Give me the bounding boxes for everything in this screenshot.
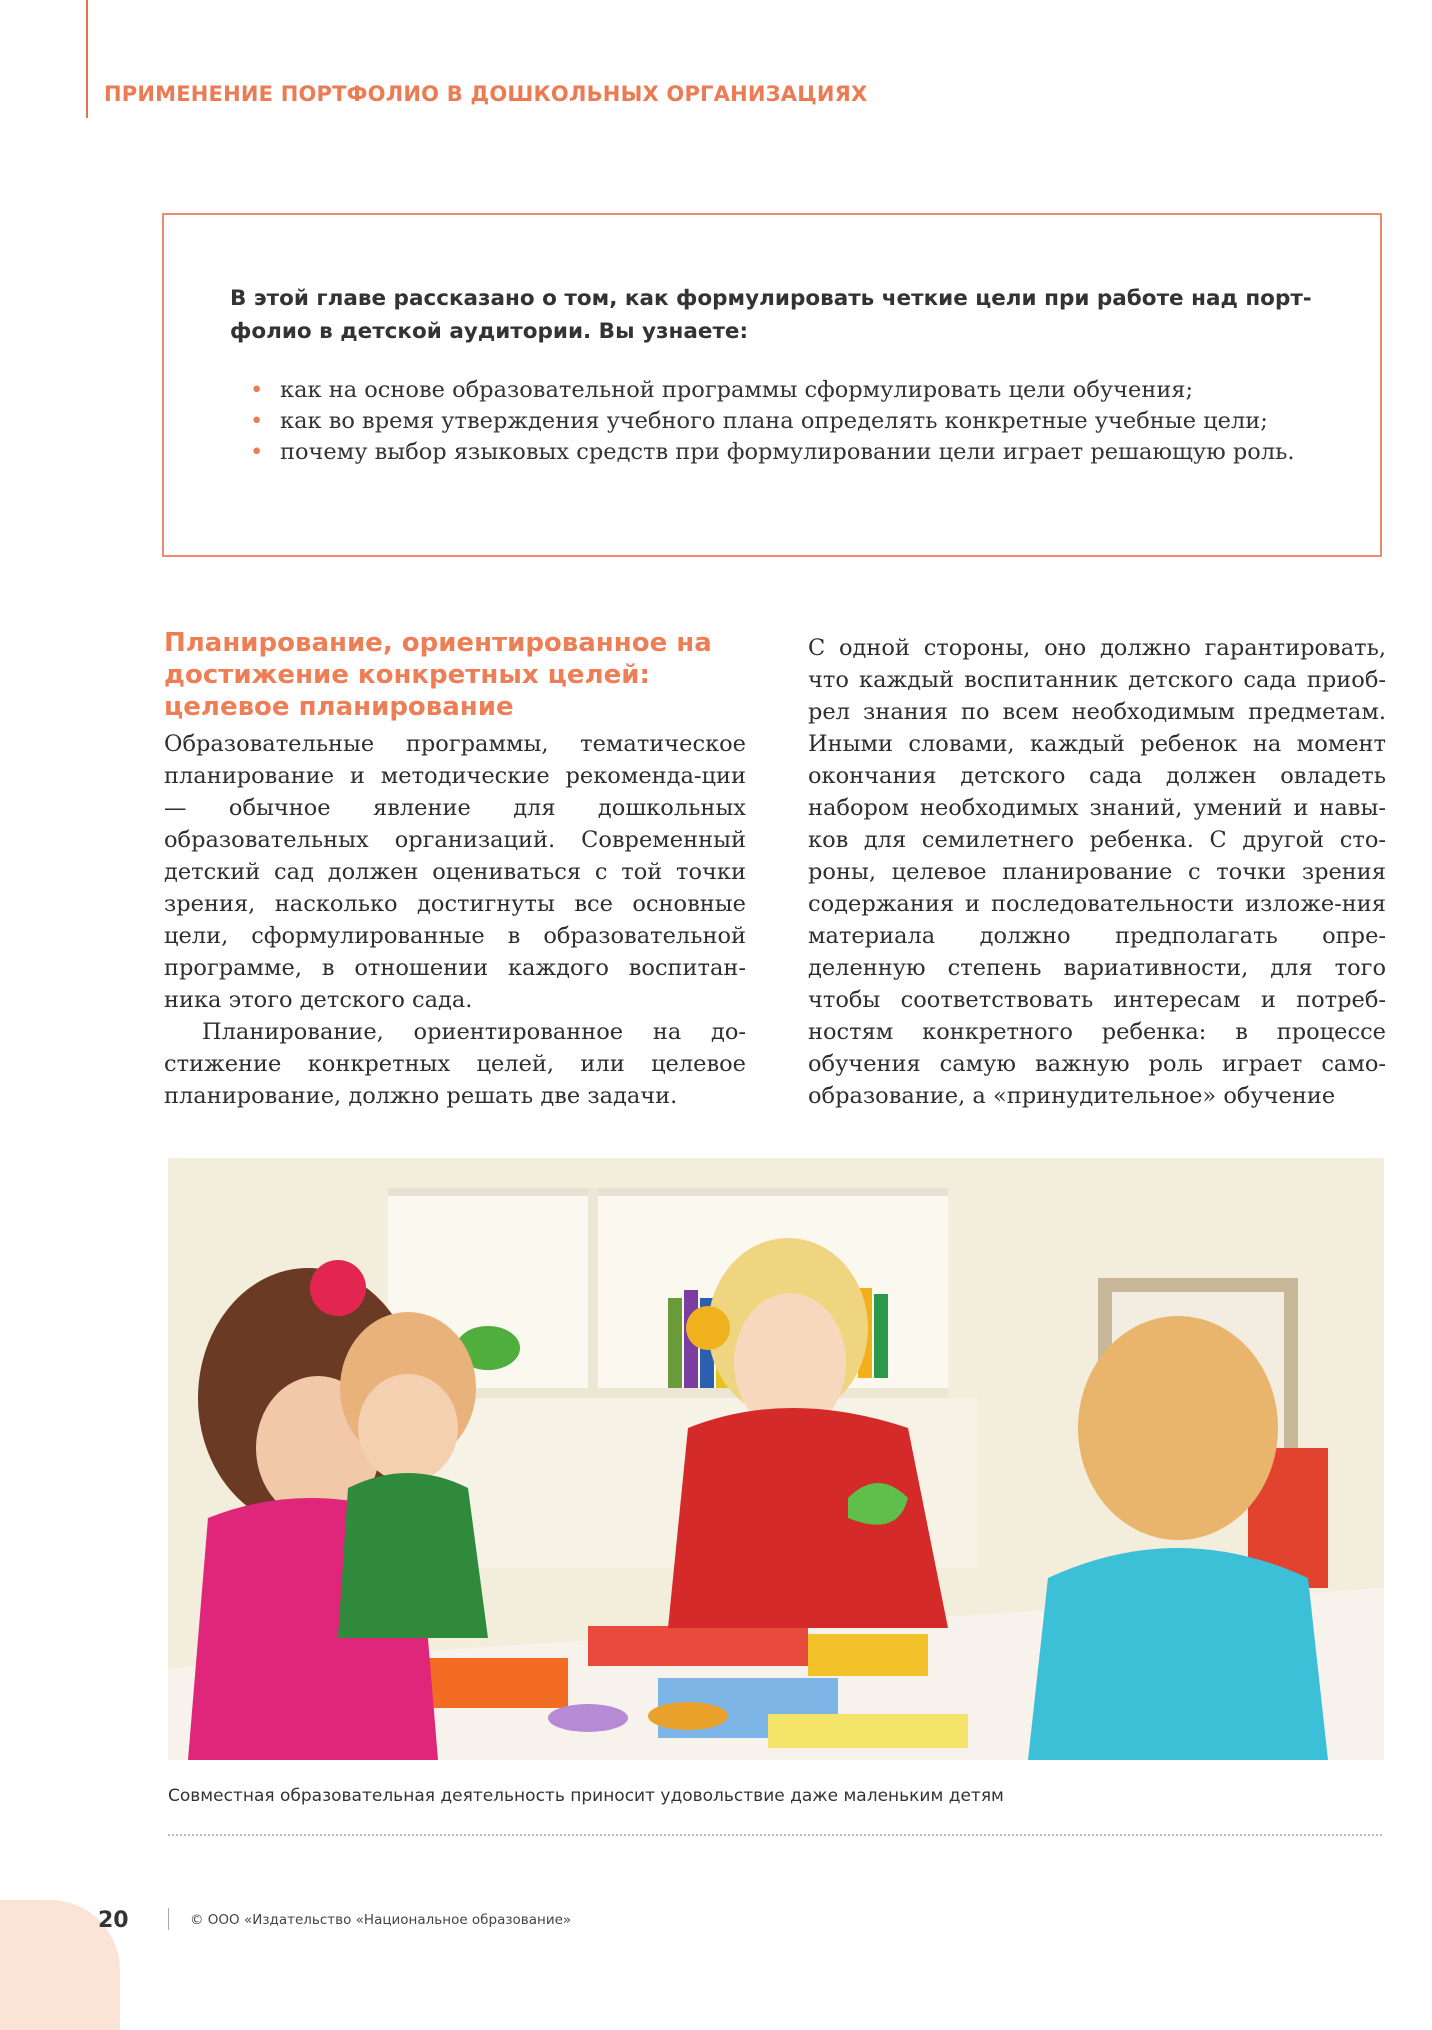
list-item: • как на основе образовательной программы сформулировать цели обучения; xyxy=(280,375,1330,406)
header-accent-rule xyxy=(86,0,88,118)
photo-caption: Совместная образовательная деятельность приносит удовольствие даже маленьким детям xyxy=(168,1786,1004,1806)
page-number: 20 xyxy=(98,1908,129,1933)
section-heading: Планирование, ориентированное на достижение конкретных целей: целевое планирование xyxy=(164,628,712,722)
chapter-intro-lead: В этой главе рассказано о том, как формулировать четкие цели при работе над порт-фолио в детской аудитории. Вы узнаете: xyxy=(230,286,1312,344)
list-item: • как во время утверждения учебного плана определять конкретные учебные цели; xyxy=(280,406,1330,437)
footer-separator xyxy=(168,1908,169,1930)
paragraph: Планирование, ориентированное на до-стижение конкретных целей, или целевое планирование, должно решать две задачи. xyxy=(164,1019,746,1109)
classroom-illustration xyxy=(168,1158,1384,1760)
running-header: ПРИМЕНЕНИЕ ПОРТФОЛИО В ДОШКОЛЬНЫХ ОРГАНИЗАЦИЯХ xyxy=(104,82,868,106)
left-column xyxy=(164,728,746,1112)
copyright-notice: © ООО «Издательство «Национальное образование» xyxy=(190,1912,572,1928)
paragraph: С одной стороны, оно должно гарантировать, что каждый воспитанник детского сада приоб-рел знания по всем необходимым предметам. Иными словами, каждый ребенок на момент окончания детского сада должен овладеть набором необходимых знаний, умений и навы-ков для семилетнего ребенка. С другой сто-роны, целевое планирование с точки зрения содержания и последовательности изложе-ния материала должно предполагать опре-деленную степень вариативности, для того чтобы соответствовать интересам и потреб-ностям конкретного ребенка: в процессе обучения самую важную роль играет само-образование, а «принудительное» обучение xyxy=(808,635,1386,1109)
caption-divider xyxy=(168,1834,1382,1836)
chapter-goals-list xyxy=(280,375,1330,468)
right-column xyxy=(808,632,1386,1112)
paragraph: Образовательные программы, тематическое планирование и методические рекоменда-ции — обычное явление для дошкольных образовательных организаций. Современный детский сад должен оцениваться с той точки зрения, насколько достигнуты все основные цели, сформулированные в образовательной программе, в отношении каждого воспитан-ника этого детского сада. xyxy=(164,731,746,1013)
classroom-photo xyxy=(168,1158,1384,1760)
list-item: • почему выбор языковых средств при формулировании цели играет решающую роль. xyxy=(280,437,1330,468)
